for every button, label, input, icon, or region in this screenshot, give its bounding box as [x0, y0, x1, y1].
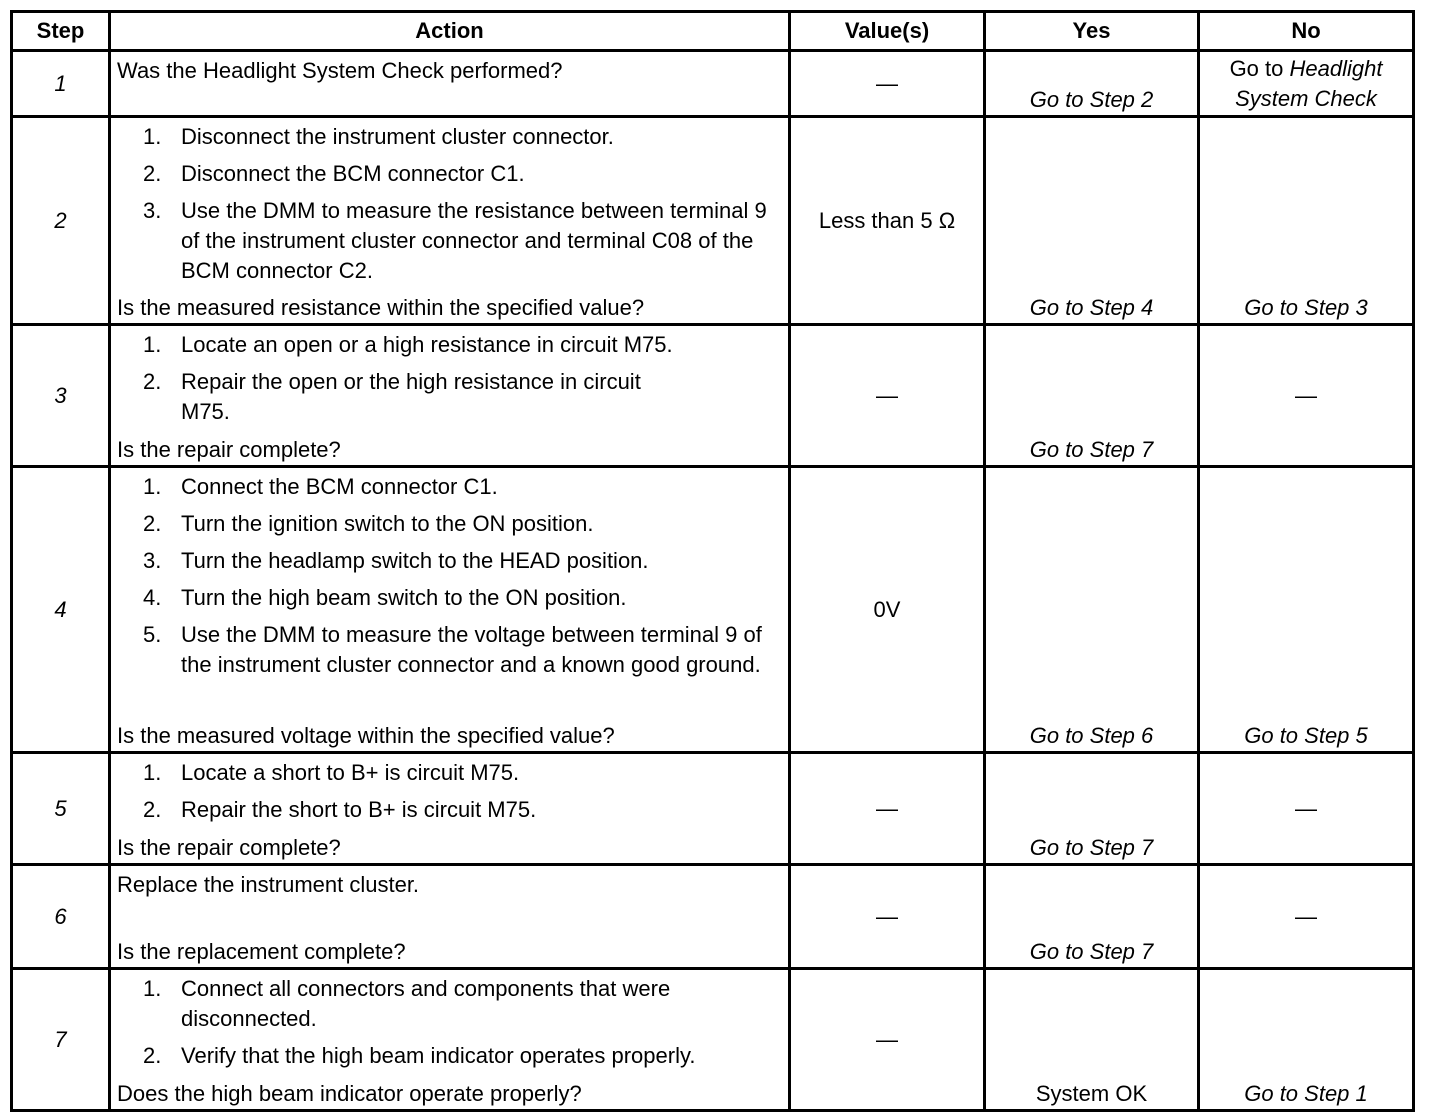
value-cell: —: [790, 325, 985, 467]
header-no: No: [1199, 12, 1414, 51]
no-cell: Go to Step 3: [1199, 117, 1414, 325]
step-num: 1.: [143, 474, 162, 499]
action-steps: [117, 122, 782, 286]
action-question: Is the measured resistance within the specified value?: [117, 295, 645, 320]
step-text: Verify that the high beam indicator operates properly.: [181, 1043, 696, 1068]
action-step: [117, 546, 782, 576]
step-number: 7: [12, 969, 110, 1111]
step-num: 2.: [143, 369, 162, 394]
step-num: 1.: [143, 976, 162, 1001]
table-row: [12, 753, 1414, 865]
step-num: 2.: [143, 1043, 162, 1068]
step-text: Locate a short to B+ is circuit M75.: [181, 760, 520, 785]
yes-cell: Go to Step 4: [985, 117, 1199, 325]
step-number: 1: [12, 51, 110, 117]
action-step: [117, 795, 782, 825]
table-row: [12, 117, 1414, 325]
header-row: [12, 12, 1414, 51]
action-cell: [110, 753, 790, 865]
action-steps: [117, 330, 782, 427]
step-number: 5: [12, 753, 110, 865]
table-row: [12, 865, 1414, 969]
action-step: [117, 758, 782, 788]
action-intro: Was the Headlight System Check performed?: [117, 58, 563, 83]
step-num: 3.: [143, 198, 162, 223]
no-cell: Go to Step 1: [1199, 969, 1414, 1111]
action-question: Is the repair complete?: [117, 437, 341, 462]
action-steps: [117, 472, 782, 680]
step-text: Connect the BCM connector C1.: [181, 474, 498, 499]
action-question: Is the repair complete?: [117, 835, 341, 860]
diagnostic-table-sheet: [10, 10, 1412, 1110]
action-step: [117, 1041, 782, 1071]
action-step: [117, 974, 782, 1034]
step-number: 2: [12, 117, 110, 325]
yes-cell: Go to Step 6: [985, 467, 1199, 753]
action-intro: Replace the instrument cluster.: [117, 872, 420, 897]
value-cell: —: [790, 51, 985, 117]
table-row: [12, 51, 1414, 117]
step-text: Turn the ignition switch to the ON position.: [181, 511, 594, 536]
action-step: [117, 583, 782, 613]
no-cell: Go to Step 5: [1199, 467, 1414, 753]
step-num: 1.: [143, 760, 162, 785]
step-num: 1.: [143, 332, 162, 357]
no-cell: —: [1199, 865, 1414, 969]
action-cell: [110, 865, 790, 969]
no-prefix: Go to: [1229, 56, 1290, 81]
value-cell: —: [790, 865, 985, 969]
action-cell: [110, 51, 790, 117]
step-num: 2.: [143, 511, 162, 536]
action-step: [117, 472, 782, 502]
value-cell: —: [790, 969, 985, 1111]
step-number: 3: [12, 325, 110, 467]
action-step: [117, 367, 782, 427]
action-step: [117, 509, 782, 539]
yes-cell: Go to Step 7: [985, 753, 1199, 865]
action-question: Does the high beam indicator operate properly?: [117, 1081, 582, 1106]
action-cell: [110, 117, 790, 325]
table-row: [12, 467, 1414, 753]
yes-cell: Go to Step 2: [985, 51, 1199, 117]
action-step: [117, 620, 782, 680]
yes-cell: System OK: [985, 969, 1199, 1111]
step-text: Connect all connectors and components that were disconnected.: [181, 976, 671, 1031]
step-text: Disconnect the instrument cluster connector.: [181, 124, 614, 149]
value-cell: —: [790, 753, 985, 865]
step-num: 1.: [143, 124, 162, 149]
action-question: Is the replacement complete?: [117, 939, 406, 964]
step-num: 4.: [143, 585, 162, 610]
header-yes: Yes: [985, 12, 1199, 51]
action-cell: [110, 467, 790, 753]
action-step: [117, 196, 782, 286]
diagnostic-table: [10, 10, 1415, 1112]
header-values: Value(s): [790, 12, 985, 51]
step-num: 3.: [143, 548, 162, 573]
action-step: [117, 330, 782, 360]
header-step: Step: [12, 12, 110, 51]
step-text: Use the DMM to measure the resistance between terminal 9 of the instrument cluster connector and terminal C08 of the BCM connector C2.: [181, 198, 767, 283]
step-text: Repair the short to B+ is circuit M75.: [181, 797, 537, 822]
step-num: 2.: [143, 161, 162, 186]
yes-cell: Go to Step 7: [985, 325, 1199, 467]
step-text: Locate an open or a high resistance in circuit M75.: [181, 332, 673, 357]
step-text: Repair the open or the high resistance in circuit M75.: [181, 369, 641, 424]
yes-cell: Go to Step 7: [985, 865, 1199, 969]
no-cell: —: [1199, 753, 1414, 865]
action-step: [117, 122, 782, 152]
action-step: [117, 159, 782, 189]
step-number: 4: [12, 467, 110, 753]
header-action: Action: [110, 12, 790, 51]
value-cell: 0V: [790, 467, 985, 753]
table-row: [12, 325, 1414, 467]
step-text: Use the DMM to measure the voltage between terminal 9 of the instrument cluster connector and a known good ground.: [181, 622, 762, 677]
value-cell: Less than 5 Ω: [790, 117, 985, 325]
step-num: 5.: [143, 622, 162, 647]
no-cell: [1199, 51, 1414, 117]
step-text: Turn the headlamp switch to the HEAD position.: [181, 548, 649, 573]
action-steps: [117, 974, 782, 1071]
action-steps: [117, 758, 782, 825]
step-num: 2.: [143, 797, 162, 822]
step-text: Turn the high beam switch to the ON position.: [181, 585, 627, 610]
step-number: 6: [12, 865, 110, 969]
no-cell: —: [1199, 325, 1414, 467]
action-cell: [110, 969, 790, 1111]
action-question: Is the measured voltage within the specified value?: [117, 723, 615, 748]
action-cell: [110, 325, 790, 467]
step-text: Disconnect the BCM connector C1.: [181, 161, 525, 186]
table-row: [12, 969, 1414, 1111]
no-link: Headlight System Check: [1235, 56, 1383, 111]
